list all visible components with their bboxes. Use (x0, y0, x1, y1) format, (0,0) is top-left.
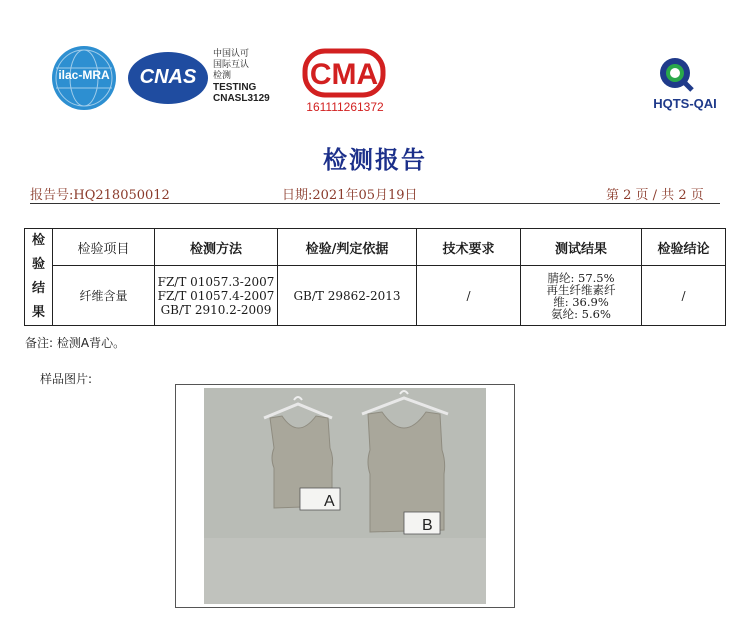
meta-divider (30, 203, 720, 204)
result-line: 氨纶: 5.6% (551, 306, 611, 321)
report-number: 报告号:HQ218050012 (30, 188, 170, 203)
side-label-cell (25, 229, 53, 326)
header-conclusion: 检验结论 (642, 229, 726, 266)
result-line: 再生纤维素纤 (546, 282, 616, 297)
method-line: GB/T 2910.2-2009 (160, 302, 272, 317)
header-result: 测试结果 (521, 229, 642, 266)
results-table (24, 228, 726, 326)
tag-a-label: A (324, 493, 335, 510)
cnas-info-line: 中国认可 (213, 49, 250, 59)
ilac-logo-text: ilac-MRA (58, 68, 110, 82)
side-label-char: 果 (31, 305, 45, 320)
hqts-logo-text: HQTS-QAI (653, 96, 717, 111)
cnas-info-line: TESTING (213, 82, 257, 93)
header-basis: 检验/判定依据 (278, 229, 417, 266)
result-line: 维: 36.9% (553, 294, 609, 309)
side-label-char: 验 (31, 257, 45, 272)
cma-logo-icon (302, 48, 386, 98)
cnas-accreditation-info (213, 49, 270, 104)
sample-photo-label: 样品图片: (40, 372, 93, 386)
header-test-item: 检验项目 (53, 229, 155, 266)
report-date: 日期:2021年05月19日 (282, 188, 418, 203)
method-line: FZ/T 01057.3-2007 (157, 274, 275, 289)
report-title: 检测报告 (323, 146, 427, 174)
cell-requirement: / (417, 266, 521, 326)
cma-logo-text: CMA (309, 58, 379, 91)
cnas-info-line: CNASL3129 (213, 93, 270, 104)
tank-tops-illustration (204, 388, 486, 604)
cnas-logo-text: CNAS (139, 66, 197, 88)
method-line: FZ/T 01057.4-2007 (157, 288, 275, 303)
cell-conclusion: / (642, 266, 726, 326)
cell-basis: GB/T 29862-2013 (278, 266, 417, 326)
page-indicator: 第 2 页 / 共 2 页 (606, 188, 704, 203)
tag-b-label: B (422, 517, 433, 534)
side-label-char: 结 (31, 281, 45, 296)
remark-note: 备注: 检测A背心。 (25, 336, 126, 350)
header-test-method: 检测方法 (155, 229, 278, 266)
result-line: 腈纶: 57.5% (547, 270, 615, 285)
header-requirement: 技术要求 (417, 229, 521, 266)
cell-methods (155, 266, 278, 326)
cnas-info-line: 国际互认 (213, 60, 250, 70)
cell-test-item: 纤维含量 (53, 266, 155, 326)
cell-results (521, 266, 642, 326)
cnas-info-line: 检测 (213, 71, 232, 81)
hqts-globe-icon (658, 56, 694, 92)
side-label-char: 检 (31, 233, 45, 248)
cma-number: 161111261372 (306, 100, 384, 114)
table-header-row (25, 229, 726, 266)
table-row (25, 266, 726, 326)
